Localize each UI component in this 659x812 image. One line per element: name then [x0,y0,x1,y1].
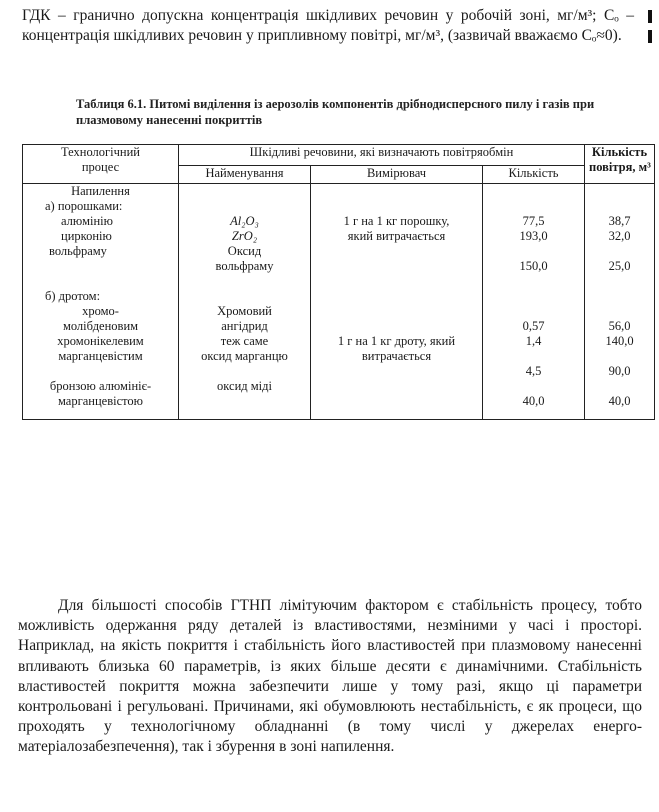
table-caption [76,96,641,128]
amount-value: 4,5 [525,364,542,378]
header-process-line1: Технологічний [60,145,140,159]
air-value [589,274,650,289]
air-value: 90,0 [608,364,631,378]
process-line: хромо- [82,304,119,318]
meter-line [315,364,478,379]
air-value [589,379,650,394]
meter-line [315,379,478,394]
air-value: 38,7 [608,214,631,228]
amount-column [483,184,585,410]
name-line [183,199,306,214]
amount-value [487,304,580,319]
amount-value [487,244,580,259]
name-line [183,274,306,289]
name-line: оксид марганцю [201,349,288,363]
emissions-table [22,144,655,420]
table-bottom-cell [179,409,311,420]
air-value: 25,0 [608,259,631,273]
name-line: Хромовий [217,304,272,318]
name-line [183,289,306,304]
process-line: алюмінію [61,214,113,228]
process-line [27,274,174,289]
meter-line: 1 г на 1 кг порошку, [343,214,450,228]
process-line [27,259,174,274]
air-value [589,304,650,319]
air-value [589,289,650,304]
air-value [589,184,650,199]
process-line: хромонікелевим [57,334,144,348]
process-column [23,184,179,410]
meter-line: який витрачається [347,229,446,243]
header-amount: Кількість [483,166,585,184]
name-line: Al₂O₃ [230,214,259,228]
intro-paragraph [22,6,634,46]
air-value [589,244,650,259]
caption-text: Таблиця 6.1. Питомі виділення із аерозолів компонентів дрібнодисперсного пилу і газів при плазмовому нанесенні покриттів [76,97,595,127]
meter-line: 1 г на 1 кг дроту, який [337,334,456,348]
table-bottom-cell [483,409,585,420]
meter-line [315,394,478,409]
process-line: бронзою алюмініє- [49,379,152,393]
header-process-line2: процес [81,160,120,174]
amount-value: 193,0 [519,229,548,243]
amount-value [487,349,580,364]
name-line: вольфраму [215,259,274,273]
process-line: марганцевістим [58,349,143,363]
table-bottom-cell [585,409,655,420]
header-meter: Вимірювач [311,166,483,184]
amount-value [487,199,580,214]
name-line [183,364,306,379]
meter-line [315,199,478,214]
meter-line: витрачається [361,349,432,363]
name-line: Оксид [227,244,262,258]
header-air-line2: повітря, м³ [589,160,651,174]
meter-line [315,319,478,334]
amount-value: 0,57 [522,319,545,333]
air-column [585,184,655,410]
intro-text: ГДК – гранично допускна концентрація шкідливих речовин у робочій зоні, мг/м³; Cₒ – концентрація шкідливих речовин у припливному повітрі, мг/м³, (зазвичай вважаємо Cₒ≈0). [22,7,634,44]
name-line: ZrO₂ [231,229,258,243]
name-line: оксид міді [217,379,272,393]
meter-line [315,274,478,289]
amount-value: 77,5 [522,214,545,228]
air-value: 140,0 [605,334,634,348]
process-line: молібденовим [62,319,139,333]
air-value [589,349,650,364]
process-line: вольфраму [49,244,107,258]
body-paragraph [18,596,642,758]
meter-line [315,259,478,274]
meter-line [315,289,478,304]
process-line: а) порошками: [45,199,123,213]
table-bottom-row [23,409,655,420]
air-value: 40,0 [608,394,631,408]
amount-value [487,274,580,289]
process-line: Напилення [71,184,130,198]
process-line: б) дротом: [45,289,101,303]
header-group: Шкідливі речовини, які визначають повітряобмін [179,145,585,166]
amount-value: 40,0 [522,394,545,408]
header-air-line1: Кількість [591,145,648,159]
name-line: теж саме [220,334,269,348]
amount-value [487,379,580,394]
scan-mark [648,30,652,43]
scan-mark [648,10,652,23]
amount-value: 1,4 [525,334,542,348]
meter-line [315,184,478,199]
process-line: марганцевістою [57,394,144,408]
name-line [183,394,306,409]
amount-value [487,184,580,199]
meter-line [315,304,478,319]
amount-value [487,289,580,304]
meter-column [311,184,483,410]
header-process [23,145,179,184]
meter-line [315,244,478,259]
process-line [27,364,174,379]
body-text: Для більшості способів ГТНП лімітуючим фактором є стабільність процесу, тобто можливість одержання ряду деталей із властивостями, незміними у часі і просторі. Наприклад, на якість покриття і стабільність його властивостей при плазмовому нанесенні впливають близька 60 параметрів, із яких більше десяти є динамічними. Стабільність властивостей покриття можна забезпечити лише у тому разі, якщо ці параметри контрольовані і регульовані. Причинами, які обумовлюють нестабільність, є як процеси, що проходять у технологічному обладнанні (в тому числі у джерелах енерго- матеріалозабезпечення), так і збурення в зоні напилення. [18,597,642,756]
header-air [585,145,655,184]
air-value: 56,0 [608,319,631,333]
process-line: цирконію [61,229,112,243]
amount-value: 150,0 [519,259,548,273]
air-value: 32,0 [608,229,631,243]
name-column [179,184,311,410]
name-line: ангідрид [221,319,268,333]
header-name: Найменування [179,166,311,184]
table-bottom-cell [23,409,179,420]
name-line [183,184,306,199]
air-value [589,199,650,214]
table-bottom-cell [311,409,483,420]
table-body-row [23,184,655,410]
